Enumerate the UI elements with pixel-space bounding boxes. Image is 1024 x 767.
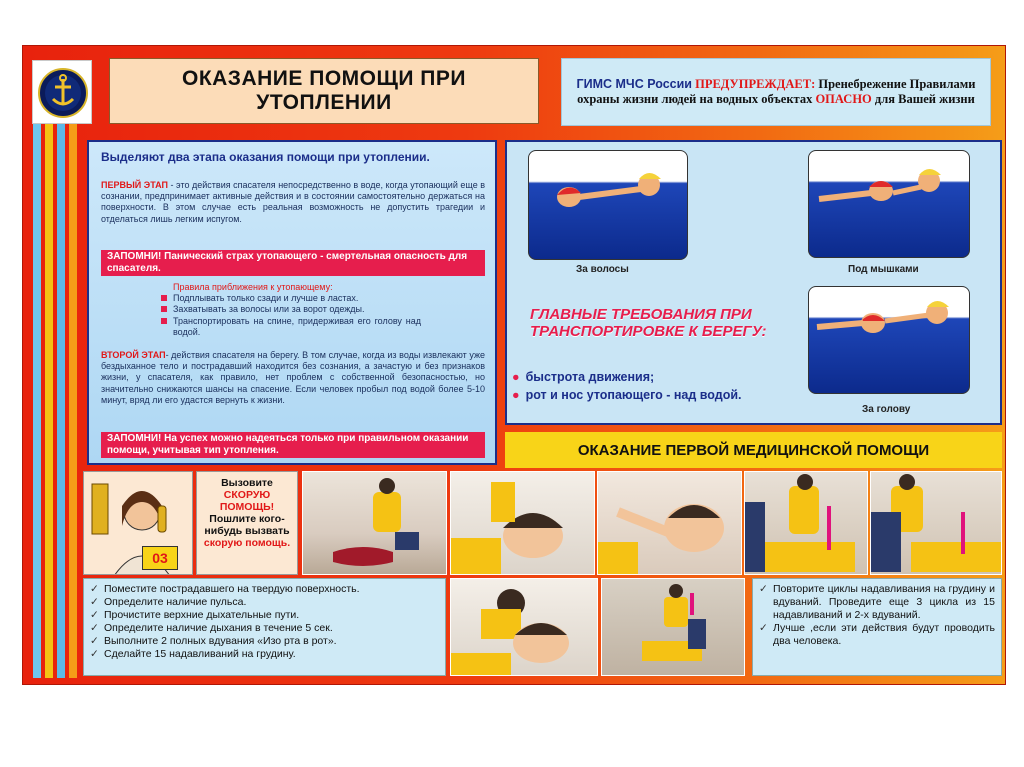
rules-title: Правила приближения к утопающему:	[173, 282, 333, 292]
call-line-4: скорую помощь.	[203, 537, 291, 549]
remember-2-text: На успех можно надеяться только при правильном оказании помощи, учитывая тип утопления.	[107, 433, 469, 456]
approach-rules	[161, 282, 421, 338]
swim-image-head	[808, 286, 970, 394]
photo-two-rescuers	[601, 578, 745, 676]
decor-stripe	[45, 82, 53, 678]
remember-2	[101, 432, 485, 458]
page-title: ОКАЗАНИЕ ПОМОЩИ ПРИ УТОПЛЕНИИ	[181, 67, 467, 114]
first-stage-label: ПЕРВЫЙ ЭТАП	[101, 180, 168, 190]
photo-compressions-2	[870, 471, 1002, 575]
photo-mouth-to-mouth	[450, 578, 598, 676]
photo-placing-victim	[302, 471, 447, 575]
swim-image-armpits	[808, 150, 970, 258]
transport-requirements-title: ГЛАВНЫЕ ТРЕБОВАНИЯ ПРИ ТРАНСПОРТИРОВКЕ К БЕРЕГУ:	[530, 306, 767, 340]
call-line-3: Пошлите кого- нибудь вызвать	[204, 513, 290, 537]
stages-intro: Выделяют два этапа оказания помощи при утоплении.	[101, 150, 430, 164]
step-item: ✓ Определите наличие пульса.	[90, 596, 439, 609]
remember-1-head: ЗАПОМНИ!	[107, 251, 162, 262]
decor-stripe	[33, 82, 41, 678]
warning-warns: ПРЕДУПРЕЖДАЕТ:	[695, 77, 816, 91]
step-item: ✓ Сделайте 15 надавливаний на грудину.	[90, 648, 439, 661]
remember-1-text: Панический страх утопающего - смертельная опасность для спасателя.	[107, 251, 468, 274]
caption-hair: За волосы	[576, 264, 629, 275]
photo-clear-airway	[597, 471, 742, 575]
phone-call-illustration	[83, 471, 193, 575]
photo-compressions-1	[744, 471, 868, 575]
swim-image-hair	[528, 150, 688, 260]
medical-heading: ОКАЗАНИЕ ПЕРВОЙ МЕДИЦИНСКОЙ ПОМОЩИ	[505, 432, 1002, 468]
first-stage-text	[101, 180, 485, 225]
compression-arrow	[961, 512, 965, 554]
step-item: ✓ Повторите циклы надавливания на грудину и вдуваний. Проведите еще 3 цикла из 15 надавливаний и 2-х вдуваний.	[759, 583, 995, 622]
stages-panel	[87, 140, 497, 465]
decor-stripe	[57, 82, 65, 678]
call-line-1: Вызовите	[221, 477, 273, 489]
step-item: ✓ Прочистите верхние дыхательные пути.	[90, 609, 439, 622]
first-stage-body: - это действия спасателя непосредственно в воде, когда утопающий еще в сознании, предпринимает активные действия и в состоянии самостоятельно держаться на поверхности. В этом случае есть реальная возможность не допустить трагедии и отделаться лишь легким испугом.	[101, 180, 486, 224]
photo-check-pulse	[450, 471, 595, 575]
step-item: ✓ Поместите пострадавшего на твердую поверхность.	[90, 583, 439, 596]
warning-danger: ОПАСНО	[815, 92, 872, 106]
warning-text1: Пренебрежение Правилами охраны жизни людей на водных объектах	[577, 77, 976, 106]
step-item: ✓ Лучше ,если эти действия будут проводить два человека.	[759, 622, 995, 648]
second-stage-label: ВТОРОЙ ЭТАП	[101, 350, 166, 360]
page-title-box	[109, 58, 539, 124]
instructions-right	[752, 578, 1002, 676]
rule-item: Захватывать за волосы или за ворот одежды.	[161, 304, 421, 315]
instructions-left	[83, 578, 446, 676]
rule-item: Транспортировать на спине, придерживая его голову над водой.	[161, 316, 421, 338]
warning-text2: для Вашей жизни	[874, 92, 975, 106]
requirement-item: ● быстрота движения;	[512, 370, 654, 384]
second-stage-body: - действия спасателя на берегу. В том случае, когда из воды извлекают уже бездыханное тело и пострадавший находится без сознания, а зачастую и без признаков жизни, у спасателя, как правило, нет проблем с собственной безопасностью, но значительно снижаются шансы на спасение. Если человек пробыл под водой более 5-10 минут, вряд ли его удастся вернуть к жизни.	[101, 350, 485, 405]
remember-2-head: ЗАПОМНИ!	[107, 433, 162, 444]
rule-item: Подплывать только сзади и лучше в ластах.	[161, 293, 421, 304]
call-ambulance-box	[196, 471, 298, 575]
second-stage-text	[101, 350, 485, 406]
emergency-number: 03	[142, 546, 178, 570]
caption-armpits: Под мышками	[848, 264, 919, 275]
gims-logo	[32, 60, 92, 124]
requirement-item: ● рот и нос утопающего - над водой.	[512, 388, 742, 402]
call-line-2: СКОРУЮ ПОМОЩЬ!	[219, 489, 275, 513]
step-item: ✓ Определите наличие дыхания в течение 5 сек.	[90, 622, 439, 635]
step-item: ✓ Выполните 2 полных вдувания «Изо рта в рот».	[90, 635, 439, 648]
caption-head: За голову	[862, 404, 911, 415]
warning-org: ГИМС МЧС России	[576, 77, 692, 91]
decor-stripe	[69, 82, 77, 678]
compression-arrow	[827, 506, 831, 550]
remember-1	[101, 250, 485, 276]
compression-arrow	[690, 593, 694, 615]
warning-box	[561, 58, 991, 126]
